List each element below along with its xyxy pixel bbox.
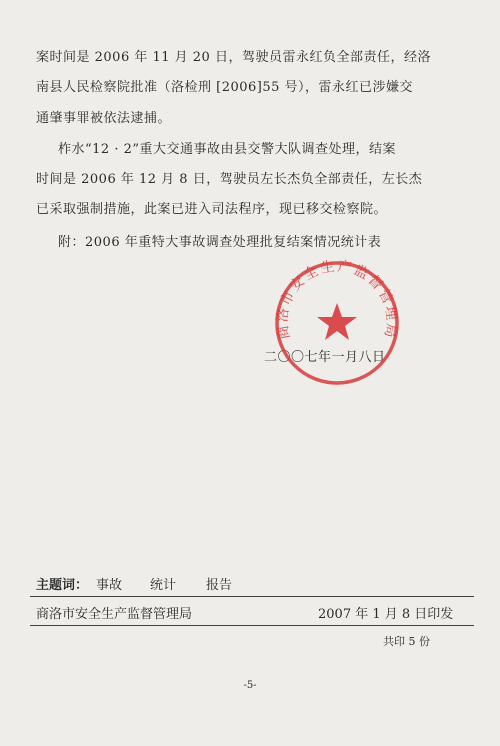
official-seal-stamp [272,258,402,388]
subject-words [36,574,232,593]
body-line: 南县人民检察院批准（洛检刑 [2006]55 号），雷永红已涉嫌交 [36,80,414,95]
body-line: 柞水“12 · 2”重大交通事故由县交警大队调查处理，结案 [58,142,397,157]
issuer: 商洛市安全生产监督管理局 [36,607,193,622]
body-line: 通肇事罪被依法逮捕。 [36,111,172,126]
keyword: 统计 [150,578,177,593]
body-line: 时间是 2006 年 12 月 8 日，驾驶员左长杰负全部责任，左长杰 [36,172,423,187]
subject-label: 主题词： [36,578,89,593]
print-copies: 共印 5 份 [383,635,430,648]
divider [30,625,474,626]
star-icon [317,303,357,340]
body-line: 案时间是 2006 年 11 月 20 日，驾驶员雷永红负全部责任，经洛 [36,50,431,65]
issue-date: 2007 年 1 月 8 日印发 [318,607,454,622]
seal-text: 商洛市安全生产监督管理局 [274,258,400,341]
keyword: 报告 [206,578,233,593]
keyword: 事故 [96,578,123,593]
divider [30,596,474,597]
page-number: -5- [243,680,257,691]
signature-date: 二〇〇七年一月八日 [264,350,386,365]
body-line: 已采取强制措施，此案已进入司法程序，现已移交检察院。 [36,202,388,217]
attachment-line: 附：2006 年重特大事故调查处理批复结案情况统计表 [58,235,382,250]
